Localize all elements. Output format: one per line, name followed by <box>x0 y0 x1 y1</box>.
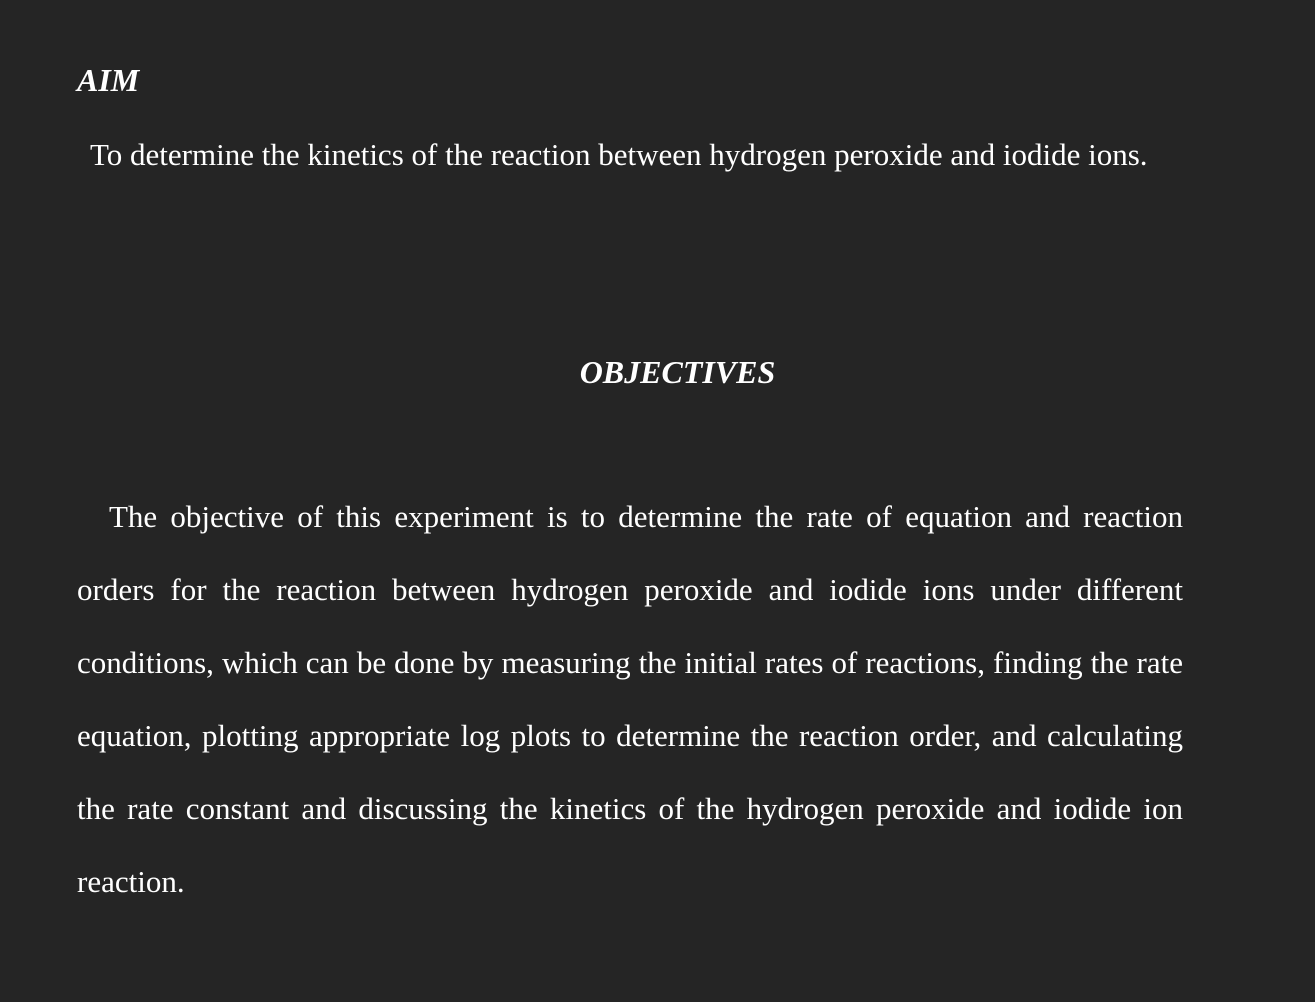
objectives-heading: OBJECTIVES <box>579 354 776 390</box>
aim-heading: AIM <box>77 62 140 98</box>
aim-text: To determine the kinetics of the reaction between hydrogen peroxide and iodide ions. <box>90 137 1148 172</box>
objectives-text: The objective of this experiment is to determine the rate of equation and reaction orders for the reaction between hydrogen peroxide and iodide ions under different conditions, which can be done by measuring the initial rates of reactions, finding the rate equation, plotting appropriate log plots to determine the reaction order, and calculating the rate constant and discussing the kinetics of the hydrogen peroxide and iodide ion reaction. <box>77 499 1183 899</box>
